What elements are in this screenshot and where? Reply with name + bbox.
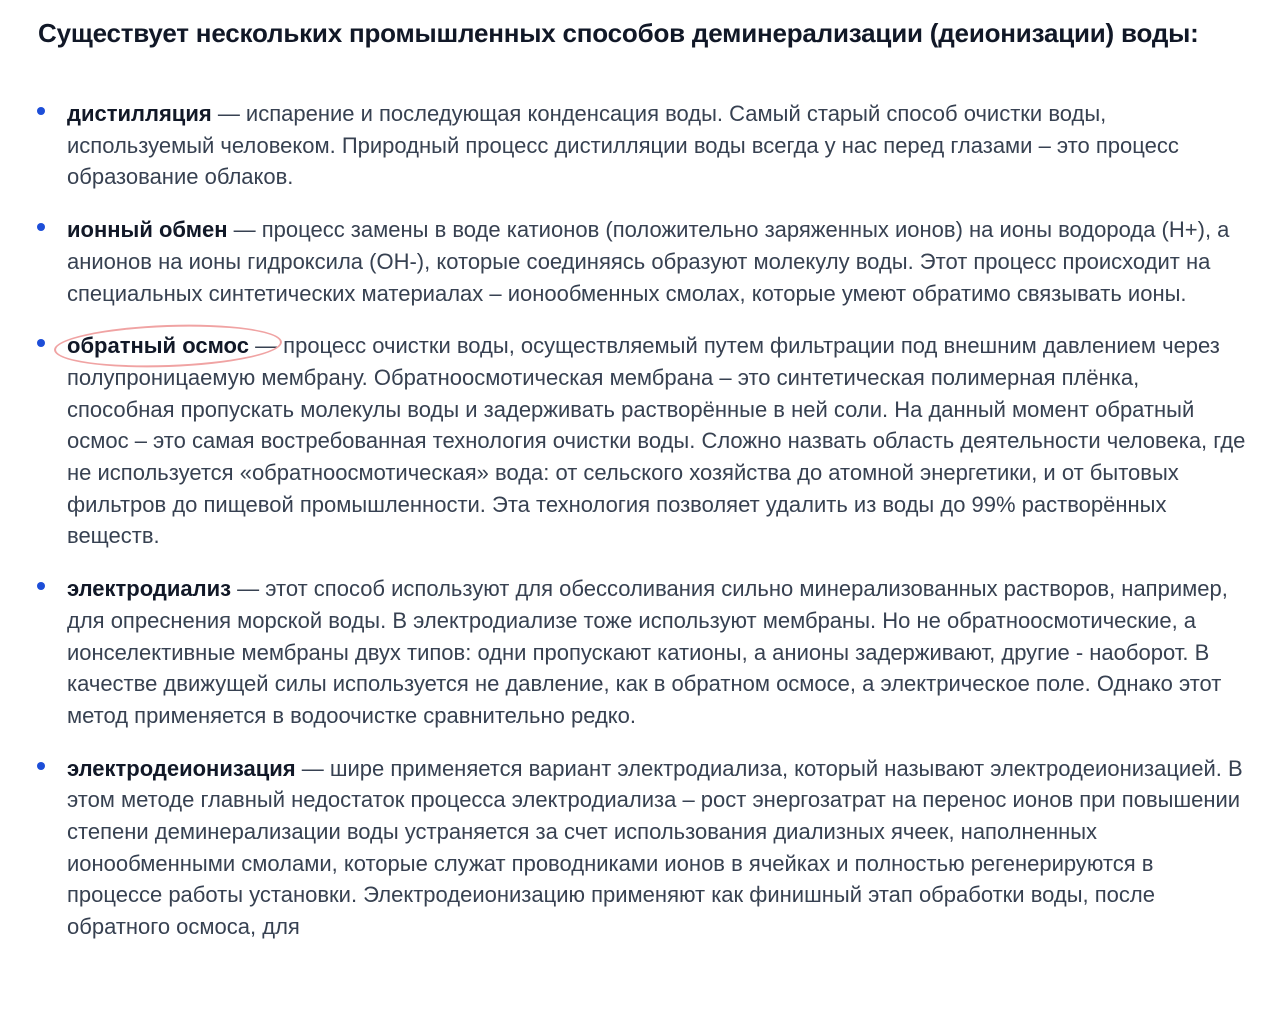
- bullet-icon: [37, 582, 45, 590]
- method-item-electrodialysis: [0, 573, 1280, 732]
- method-term-text: обратный осмос: [67, 333, 249, 359]
- method-term: дистилляция: [67, 101, 212, 126]
- method-description: — процесс замены в воде катионов (положительно заряженных ионов) на ионы водорода (Н+), а анионов на ионы гидроксила (ОН-), которые соединяясь образуют молекулу воды. Этот процесс происходит на специальных синтетических материалах – ионообменных смолах, которые умеют обратимо связывать ионы.: [67, 217, 1230, 306]
- method-description: — этот способ используют для обессоливания сильно минерализованных растворов, например, для опреснения морской воды. В электродиализе тоже используют мембраны. Но не обратноосмотические, а ионселективные мембраны двух типов: одни пропускают катионы, а анионы задерживают, другие - наоборот. В качестве движущей силы используется не давление, как в обратном осмосе, а электрическое поле. Однако этот метод применяется в водоочистке сравнительно редко.: [67, 576, 1228, 728]
- method-item-electrodeionization: [0, 753, 1280, 943]
- method-term: ионный обмен: [67, 217, 228, 243]
- method-description: — процесс очистки воды, осуществляемый путем фильтрации под внешним давлением через полупроницаемую мембрану. Обратноосмотическая мембрана – это синтетическая полимерная плёнка, способная пропускать молекулы воды и задерживать растворённые в ней соли. На данный момент обратный осмос – это самая востребованная технология очистки воды. Сложно назвать область деятельности человека, где не используется «обратноосмотическая» вода: от сельского хозяйства до атомной энергетики, и от бытовых фильтров до пищевой промышленности. Эта технология позволяет удалить из воды до 99% растворённых веществ.: [67, 333, 1246, 549]
- method-item-reverse-osmosis: [0, 330, 1280, 552]
- bullet-icon: [37, 762, 45, 770]
- method-item-distillation: [0, 98, 1280, 193]
- method-term: электродиализ: [67, 576, 232, 602]
- method-description: — испарение и последующая конденсация воды. Самый старый способ очистки воды, используемый человеком. Природный процесс дистилляции воды всегда у нас перед глазами – это процесс образование облаков.: [67, 101, 1179, 190]
- methods-list: [0, 98, 1280, 964]
- bullet-icon: [37, 339, 45, 347]
- method-description: — шире применяется вариант электродиализа, который называют электродеионизацией. В этом методе главный недостаток процесса электродиализа – рост энергозатрат на перенос ионов при повышении степени деминерализации воды устраняется за счет использования диализных ячеек, наполненных ионообменными смолами, которые служат проводниками ионов в ячейках и полностью регенерируются в процессе работы установки. Электродеионизацию применяют как финишный этап обработки воды, после обратного осмоса, для: [67, 755, 1243, 940]
- bullet-icon: [37, 223, 45, 231]
- bullet-icon: [37, 107, 45, 115]
- article-heading: Существует нескольких промышленных способов деминерализации (деионизации) воды:: [38, 18, 1199, 48]
- method-term-highlighted: [67, 333, 249, 358]
- method-term: электродеионизация: [67, 755, 296, 781]
- method-item-ion-exchange: [0, 214, 1280, 309]
